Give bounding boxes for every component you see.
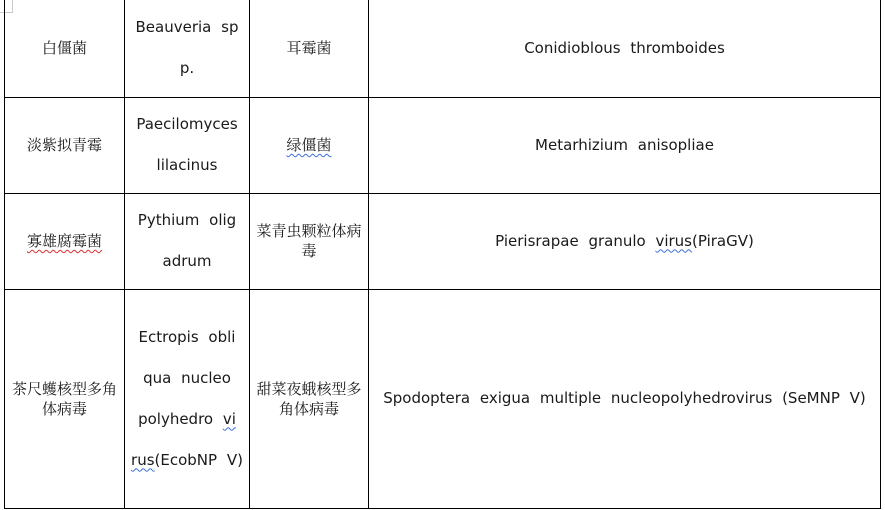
chinese-name: 茶尺蠖核型多角体病毒 (11, 379, 117, 418)
chinese-name-cell (250, 193, 369, 289)
latin-name: Pythium olig adrum (137, 211, 237, 270)
chinese-name: 菜青虫颗粒体病毒 (256, 222, 362, 260)
latin-name: Beauveria sp p. (135, 18, 239, 78)
latin-name-cell (369, 0, 881, 97)
chinese-name: 白僵菌 (41, 39, 87, 58)
latin-name-cell (369, 97, 881, 193)
latin-name-cell (125, 97, 250, 193)
chinese-name: 耳霉菌 (286, 39, 332, 58)
latin-name-part: Pierisrapae granulo (495, 231, 656, 250)
chinese-name-cell (5, 97, 125, 193)
latin-name-cell (125, 0, 250, 97)
latin-name-cell (125, 289, 250, 508)
species-table (4, 0, 881, 509)
chinese-name-cell (5, 0, 125, 97)
table-row (5, 289, 881, 508)
latin-name: Metarhizium anisopliae (535, 135, 714, 154)
latin-name: Spodoptera exigua multiple nucleopolyhedrovirus (SeMNP V) (383, 389, 866, 407)
chinese-name-cell (250, 97, 369, 193)
latin-name-cell (369, 193, 881, 289)
chinese-name: 甜菜夜蛾核型多角体病毒 (256, 379, 362, 418)
table-row (5, 97, 881, 193)
chinese-name-cell (250, 0, 369, 97)
chinese-name-cell (5, 289, 125, 508)
chinese-name: 淡紫拟青霉 (26, 136, 102, 154)
latin-name-part: (EcobNP V) (154, 450, 243, 469)
latin-name-part: (PiraGV) (692, 231, 754, 250)
chinese-name-cell (250, 289, 369, 508)
table-row (5, 0, 881, 97)
chinese-name: 绿僵菌 (286, 136, 332, 154)
latin-name: Conidioblous thromboides (524, 38, 725, 57)
table-row (5, 193, 881, 289)
latin-name-cell (369, 289, 881, 508)
latin-name-cell (125, 193, 250, 289)
chinese-name: 寡雄腐霉菌 (26, 232, 102, 250)
latin-name-part: virus (655, 231, 693, 250)
latin-name-part: vi rus (131, 409, 236, 469)
latin-name-part: Ectropis obli qua nucleo polyhedro (138, 327, 236, 428)
latin-name: Paecilomyces lilacinus (136, 115, 238, 174)
chinese-name-cell (5, 193, 125, 289)
